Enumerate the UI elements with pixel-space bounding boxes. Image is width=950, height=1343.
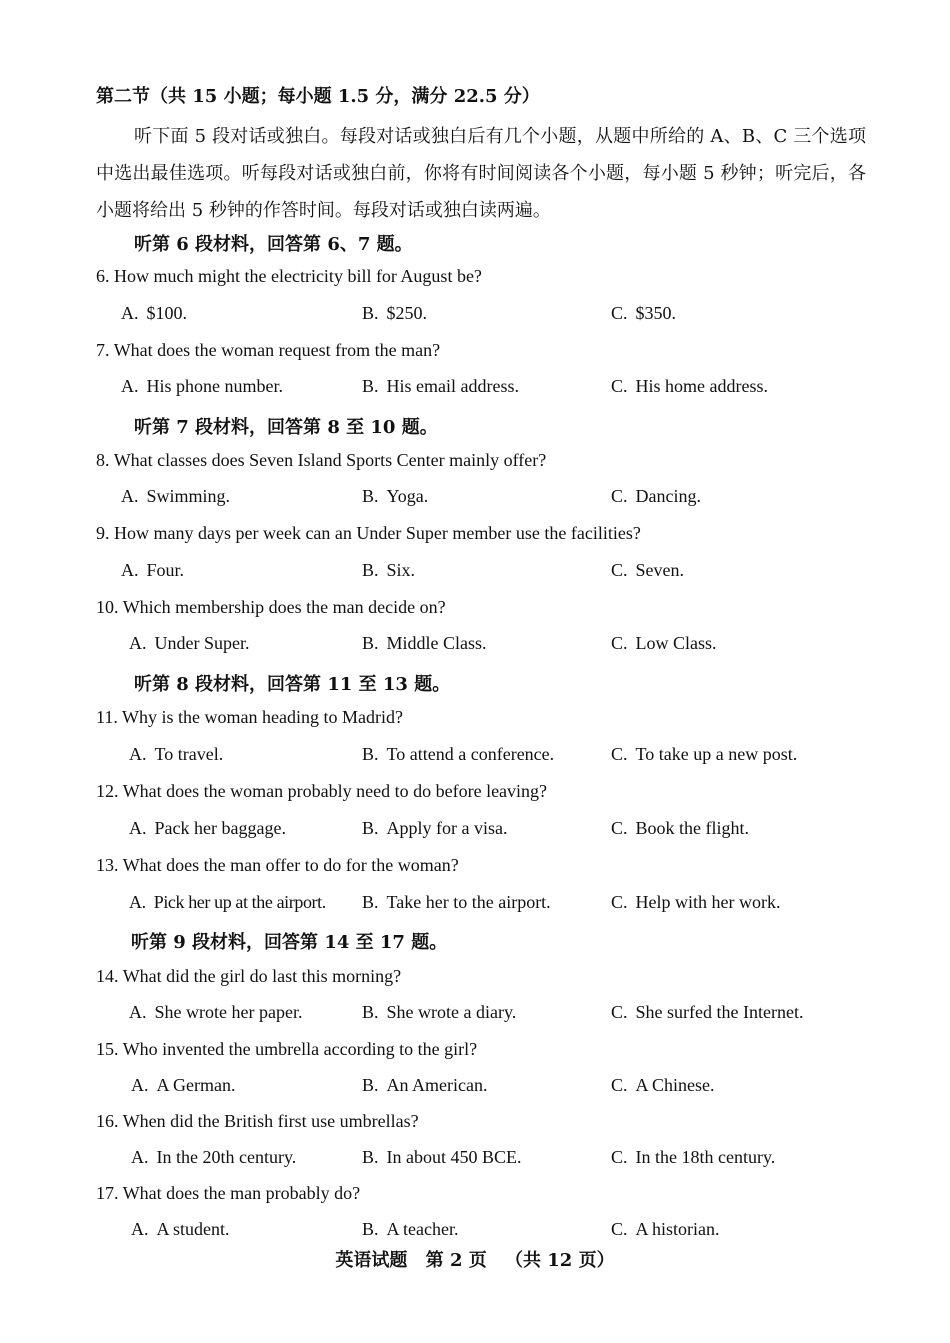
question-text: What does the woman request from the man? xyxy=(113,340,441,360)
options-16 xyxy=(0,1147,950,1173)
options-8 xyxy=(0,486,950,512)
question-text: What does the man offer to do for the woman? xyxy=(122,855,459,875)
option-b: B. Yoga. xyxy=(362,486,429,506)
option-a: A. She wrote her paper. xyxy=(129,1002,303,1022)
question-number: 8. xyxy=(96,450,110,470)
question-number: 11. xyxy=(96,707,118,727)
option-a: A. His phone number. xyxy=(121,376,283,396)
options-17 xyxy=(0,1219,950,1245)
option-b: B. His email address. xyxy=(362,376,519,396)
option-a: A. In the 20th century. xyxy=(131,1147,297,1167)
option-c: C. To take up a new post. xyxy=(611,744,798,764)
option-b: B. $250. xyxy=(362,303,428,323)
option-b: B. In about 450 BCE. xyxy=(362,1147,522,1167)
material-heading-6: 听第 6 段材料，回答第 6、7 题。 xyxy=(134,234,413,255)
options-6 xyxy=(0,303,950,329)
option-c: C. Help with her work. xyxy=(611,892,781,912)
options-7 xyxy=(0,376,950,402)
option-c: C. A Chinese. xyxy=(611,1075,715,1095)
option-b: B. A teacher. xyxy=(362,1219,459,1239)
option-c: C. Book the flight. xyxy=(611,818,750,838)
option-b: B. Six. xyxy=(362,560,416,580)
option-b: B. To attend a conference. xyxy=(362,744,555,764)
question-13 xyxy=(96,855,459,876)
question-number: 16. xyxy=(96,1111,119,1131)
option-c: C. Seven. xyxy=(611,560,685,580)
footer-page-number: 第 2 页 xyxy=(425,1250,487,1271)
option-b: B. She wrote a diary. xyxy=(362,1002,517,1022)
option-a: A. Four. xyxy=(121,560,185,580)
question-number: 6. xyxy=(96,266,110,286)
question-number: 14. xyxy=(96,966,119,986)
question-text: How many days per week can an Under Super member use the facilities? xyxy=(114,523,641,543)
option-c: C. A historian. xyxy=(611,1219,720,1239)
question-text: What did the girl do last this morning? xyxy=(122,966,402,986)
question-8 xyxy=(96,450,546,471)
question-number: 13. xyxy=(96,855,119,875)
instructions-paragraph: 听下面 5 段对话或独白。每段对话或独白后有几个小题，从题中所给的 A、B、C 三个选项中选出最佳选项。听每段对话或独白前，你将有时间阅读各个小题，每小题 5 秒钟；听完后，各小题将给出 5 秒钟的作答时间。每段对话或独白读两遍。 xyxy=(96,126,866,221)
question-number: 12. xyxy=(96,781,119,801)
question-6 xyxy=(96,266,482,287)
option-a: A. A German. xyxy=(131,1075,236,1095)
options-11 xyxy=(0,744,950,770)
option-c: C. Low Class. xyxy=(611,633,717,653)
question-14 xyxy=(96,966,401,987)
option-c: C. His home address. xyxy=(611,376,768,396)
options-14 xyxy=(0,1002,950,1028)
question-text: When did the British first use umbrellas? xyxy=(122,1111,419,1131)
material-heading-9: 听第 9 段材料，回答第 14 至 17 题。 xyxy=(131,932,448,953)
option-a: A. Under Super. xyxy=(129,633,250,653)
question-11 xyxy=(96,707,403,728)
option-a: A. Pick her up at the airport. xyxy=(129,892,326,912)
options-13 xyxy=(0,892,950,918)
question-text: What does the man probably do? xyxy=(122,1183,361,1203)
option-b: B. An American. xyxy=(362,1075,488,1095)
footer-subject: 英语试题 xyxy=(335,1250,408,1271)
question-7 xyxy=(96,340,440,361)
option-a: A. Swimming. xyxy=(121,486,231,506)
option-b: B. Take her to the airport. xyxy=(362,892,551,912)
question-text: What does the woman probably need to do before leaving? xyxy=(122,781,548,801)
option-a: A. A student. xyxy=(131,1219,230,1239)
material-heading-7: 听第 7 段材料，回答第 8 至 10 题。 xyxy=(134,417,438,438)
question-number: 15. xyxy=(96,1039,119,1059)
option-c: C. She surfed the Internet. xyxy=(611,1002,804,1022)
question-17 xyxy=(96,1183,360,1204)
footer-total-pages: （共 12 页） xyxy=(505,1250,615,1271)
option-a: A. $100. xyxy=(121,303,187,323)
option-b: B. Apply for a visa. xyxy=(362,818,508,838)
section-title: 第二节（共 15 小题；每小题 1.5 分，满分 22.5 分） xyxy=(96,86,540,107)
question-text: Who invented the umbrella according to the girl? xyxy=(122,1039,478,1059)
question-12 xyxy=(96,781,547,802)
question-text: How much might the electricity bill for August be? xyxy=(114,266,482,286)
question-number: 7. xyxy=(96,340,110,360)
option-c: C. Dancing. xyxy=(611,486,701,506)
question-15 xyxy=(96,1039,477,1060)
question-10 xyxy=(96,597,446,618)
options-10 xyxy=(0,633,950,659)
option-b: B. Middle Class. xyxy=(362,633,487,653)
question-text: Why is the woman heading to Madrid? xyxy=(122,707,403,727)
question-text: Which membership does the man decide on? xyxy=(122,597,446,617)
question-number: 17. xyxy=(96,1183,119,1203)
question-9 xyxy=(96,523,641,544)
question-16 xyxy=(96,1111,419,1132)
options-12 xyxy=(0,818,950,844)
page-footer xyxy=(0,1246,950,1272)
question-text: What classes does Seven Island Sports Center mainly offer? xyxy=(113,450,547,470)
options-9 xyxy=(0,560,950,586)
options-15 xyxy=(0,1075,950,1101)
option-a: A. To travel. xyxy=(129,744,224,764)
question-number: 10. xyxy=(96,597,119,617)
option-c: C. $350. xyxy=(611,303,677,323)
material-heading-8: 听第 8 段材料，回答第 11 至 13 题。 xyxy=(134,674,451,695)
question-number: 9. xyxy=(96,523,110,543)
option-a: A. Pack her baggage. xyxy=(129,818,286,838)
option-c: C. In the 18th century. xyxy=(611,1147,776,1167)
